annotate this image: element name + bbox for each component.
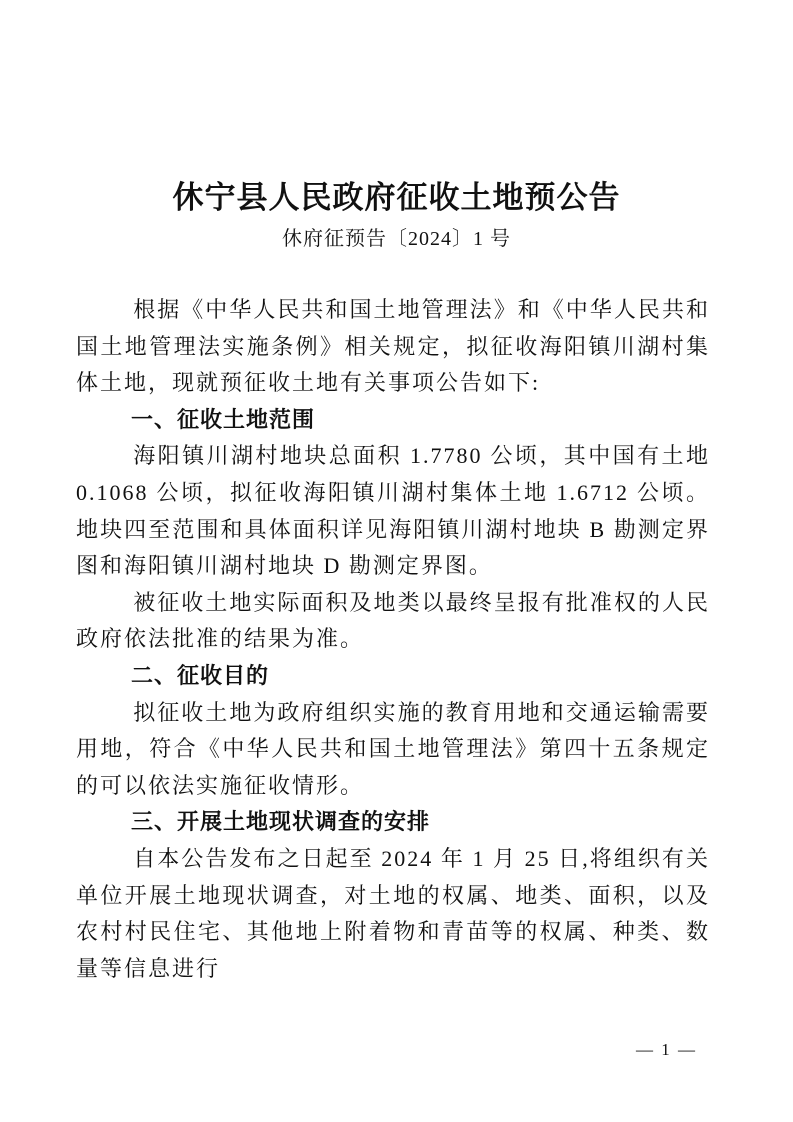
page-number: — 1 — — [636, 1040, 697, 1059]
document-title: 休宁县人民政府征收土地预公告 — [172, 180, 621, 215]
paragraph-intro: 根据《中华人民共和国土地管理法》和《中华人民共和国土地管理法实施条例》相关规定，拟征收海阳镇川湖村集体土地，现就预征收土地有关事项公告如下: — [76, 297, 710, 396]
document-number: 休府征预告〔2024〕1 号 — [282, 228, 511, 250]
document-body — [0, 292, 793, 987]
section-heading-2: 二、征收目的 — [131, 662, 270, 688]
paragraph-land-scope: 海阳镇川湖村地块总面积 1.7780 公顷，其中国有土地 0.1068 公顷，拟征收海阳镇川湖村集体土地 1.6712 公顷。地块四至范围和具体面积详见海阳镇川湖村地块 B 勘测定界图和海阳镇川湖村地块 D 勘测定界图。 — [76, 443, 710, 579]
section-heading-3: 三、开展土地现状调查的安排 — [131, 809, 431, 835]
paragraph-final-approval: 被征收土地实际面积及地类以最终呈报有批准权的人民政府依法批准的结果为准。 — [76, 589, 710, 652]
paragraph-survey-arrangement: 自本公告发布之日起至 2024 年 1 月 25 日,将组织有关单位开展土地现状调查，对土地的权属、地类、面积，以及农村村民住宅、其他地上附着物和青苗等的权属、种类、数量等信息进行 — [76, 845, 710, 981]
paragraph-purpose: 拟征收土地为政府组织实施的教育用地和交通运输需要用地，符合《中华人民共和国土地管理法》第四十五条规定的可以依法实施征收情形。 — [76, 699, 710, 798]
section-heading-1: 一、征收土地范围 — [131, 406, 316, 432]
